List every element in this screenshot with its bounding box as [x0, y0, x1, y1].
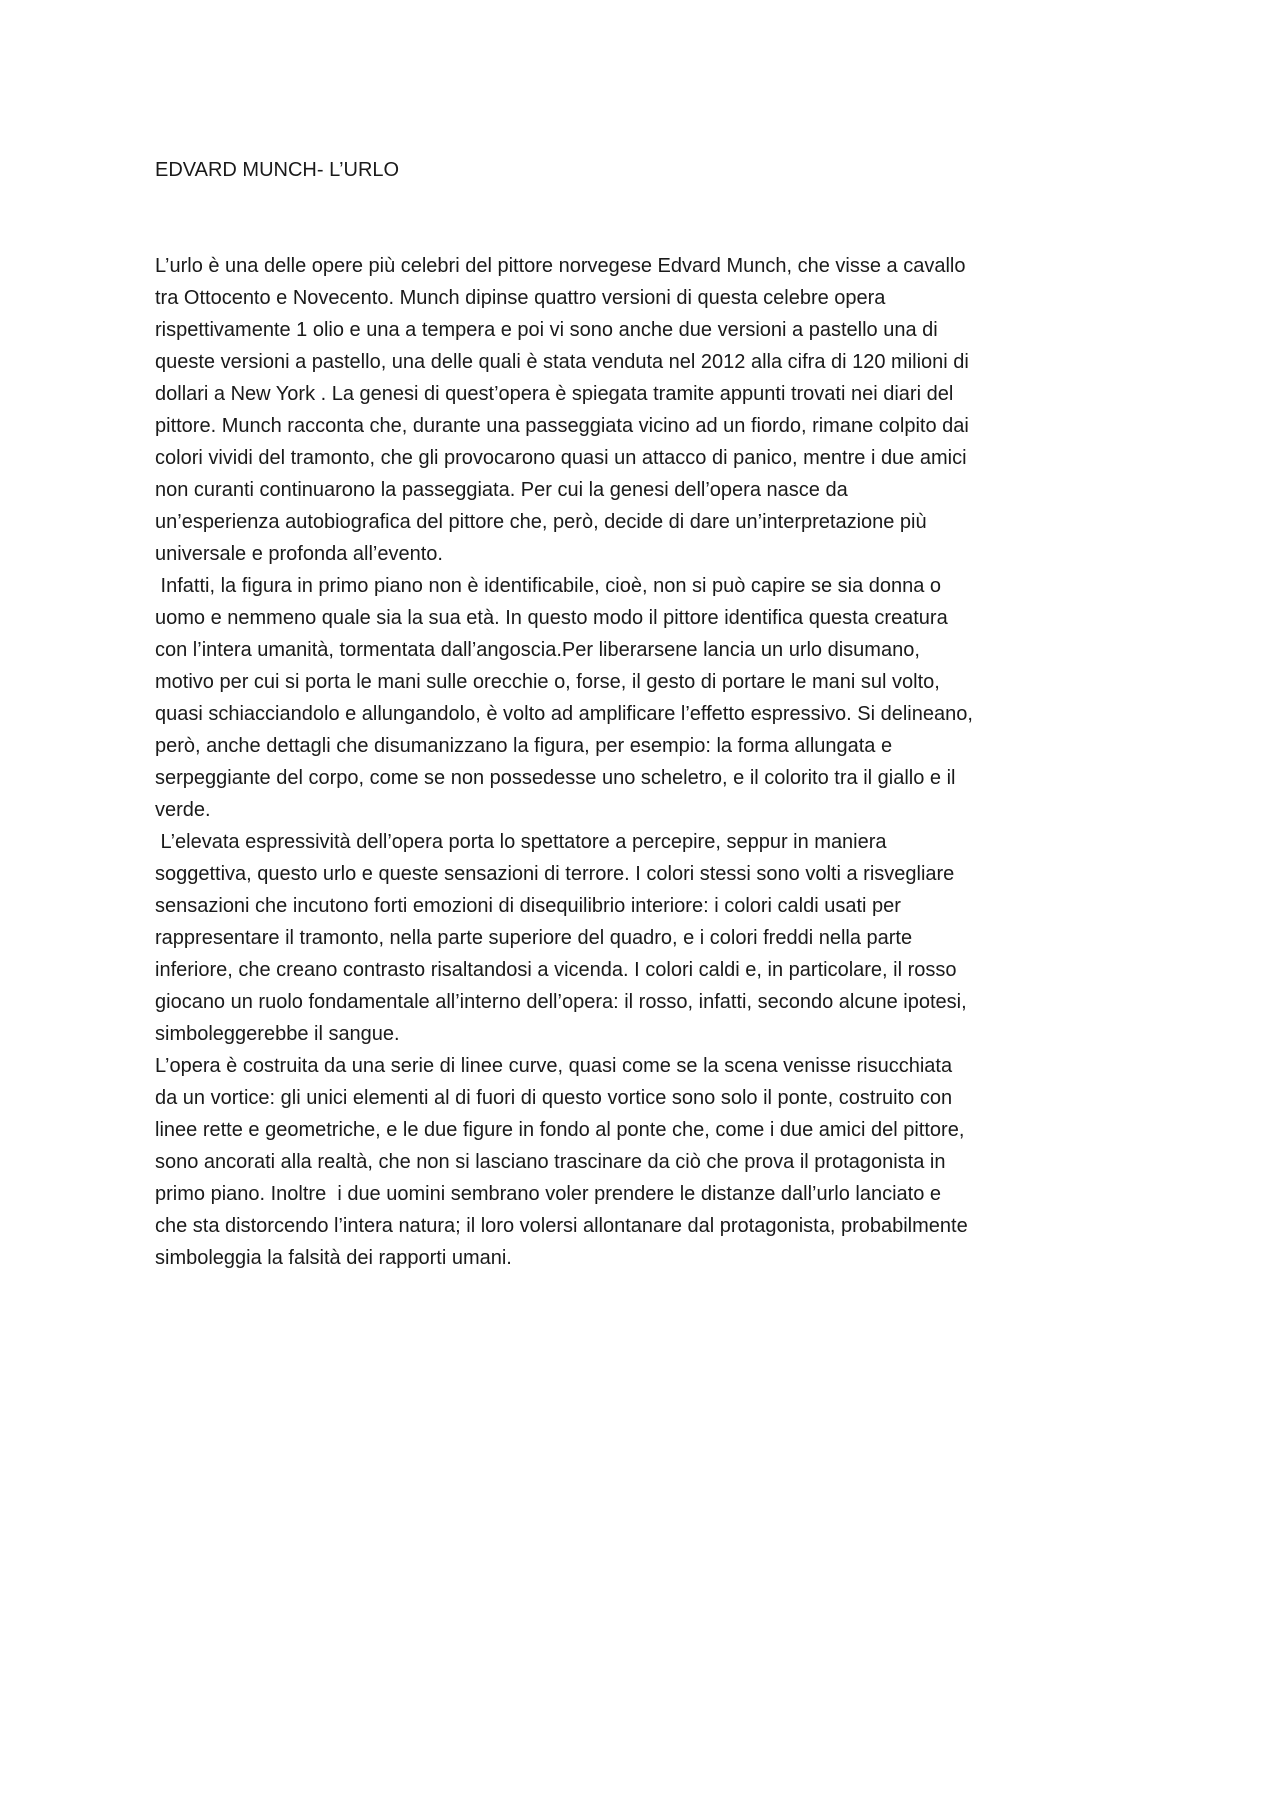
- body-text-line: L’elevata espressività dell’opera porta lo spettatore a percepire, seppur in maniera: [155, 831, 887, 853]
- body-text-line: primo piano. Inoltre i due uomini sembrano voler prendere le distanze dall’urlo lanciato e: [155, 1183, 941, 1205]
- body-text-line: tra Ottocento e Novecento. Munch dipinse quattro versioni di questa celebre opera: [155, 287, 886, 309]
- body-text-line: pittore. Munch racconta che, durante una passeggiata vicino ad un fiordo, rimane colpito dai: [155, 415, 969, 437]
- body-text-line: un’esperienza autobiografica del pittore che, però, decide di dare un’interpretazione più: [155, 511, 927, 533]
- body-text-line: inferiore, che creano contrasto risaltandosi a vicenda. I colori caldi e, in particolare, il rosso: [155, 959, 957, 981]
- body-text-line: Infatti, la figura in primo piano non è identificabile, cioè, non si può capire se sia donna o: [155, 575, 942, 597]
- body-text-line: da un vortice: gli unici elementi al di fuori di questo vortice sono solo il ponte, costruito con: [155, 1087, 953, 1109]
- body-text-line: rappresentare il tramonto, nella parte superiore del quadro, e i colori freddi nella parte: [155, 927, 913, 949]
- document-body: [155, 250, 1140, 1274]
- body-text-line: colori vividi del tramonto, che gli provocarono quasi un attacco di panico, mentre i due amici: [155, 447, 967, 469]
- body-text-line: con l’intera umanità, tormentata dall’angoscia.Per liberarsene lancia un urlo disumano,: [155, 639, 920, 661]
- body-text-line: uomo e nemmeno quale sia la sua età. In questo modo il pittore identifica questa creatura: [155, 607, 948, 629]
- body-text-line: serpeggiante del corpo, come se non possedesse uno scheletro, e il colorito tra il giallo e il: [155, 767, 956, 789]
- body-text-line: sensazioni che incutono forti emozioni di disequilibrio interiore: i colori caldi usati per: [155, 895, 901, 917]
- body-text-line: L’opera è costruita da una serie di linee curve, quasi come se la scena venisse risucchiata: [155, 1055, 953, 1077]
- body-text-line: verde.: [155, 799, 211, 821]
- body-text-line: simboleggia la falsità dei rapporti umani.: [155, 1247, 512, 1269]
- document-title: EDVARD MUNCH- L’URLO: [155, 159, 400, 181]
- body-text-line: queste versioni a pastello, una delle quali è stata venduta nel 2012 alla cifra di 120 milioni di: [155, 351, 969, 373]
- body-text-line: linee rette e geometriche, e le due figure in fondo al ponte che, come i due amici del pittore,: [155, 1119, 965, 1141]
- body-text-line: sono ancorati alla realtà, che non si lasciano trascinare da ciò che prova il protagonista in: [155, 1151, 946, 1173]
- body-text-line: soggettiva, questo urlo e queste sensazioni di terrore. I colori stessi sono volti a risvegliare: [155, 863, 955, 885]
- body-text-line: quasi schiacciandolo e allungandolo, è volto ad amplificare l’effetto espressivo. Si delineano,: [155, 703, 973, 725]
- body-text-line: L’urlo è una delle opere più celebri del pittore norvegese Edvard Munch, che visse a cavallo: [155, 255, 966, 277]
- body-text-line: simboleggerebbe il sangue.: [155, 1023, 400, 1045]
- body-text-line: però, anche dettagli che disumanizzano la figura, per esempio: la forma allungata e: [155, 735, 893, 757]
- body-text-line: universale e profonda all’evento.: [155, 543, 443, 565]
- body-text-line: giocano un ruolo fondamentale all’interno dell’opera: il rosso, infatti, secondo alcune ipotesi,: [155, 991, 967, 1013]
- body-text-line: dollari a New York . La genesi di quest’opera è spiegata tramite appunti trovati nei diari del: [155, 383, 954, 405]
- body-text-line: motivo per cui si porta le mani sulle orecchie o, forse, il gesto di portare le mani sul volto,: [155, 671, 940, 693]
- body-text-line: non curanti continuarono la passeggiata. Per cui la genesi dell’opera nasce da: [155, 479, 848, 501]
- body-text-line: rispettivamente 1 olio e una a tempera e poi vi sono anche due versioni a pastello una di: [155, 319, 938, 341]
- body-text-line: che sta distorcendo l’intera natura; il loro volersi allontanare dal protagonista, probabilmente: [155, 1215, 968, 1237]
